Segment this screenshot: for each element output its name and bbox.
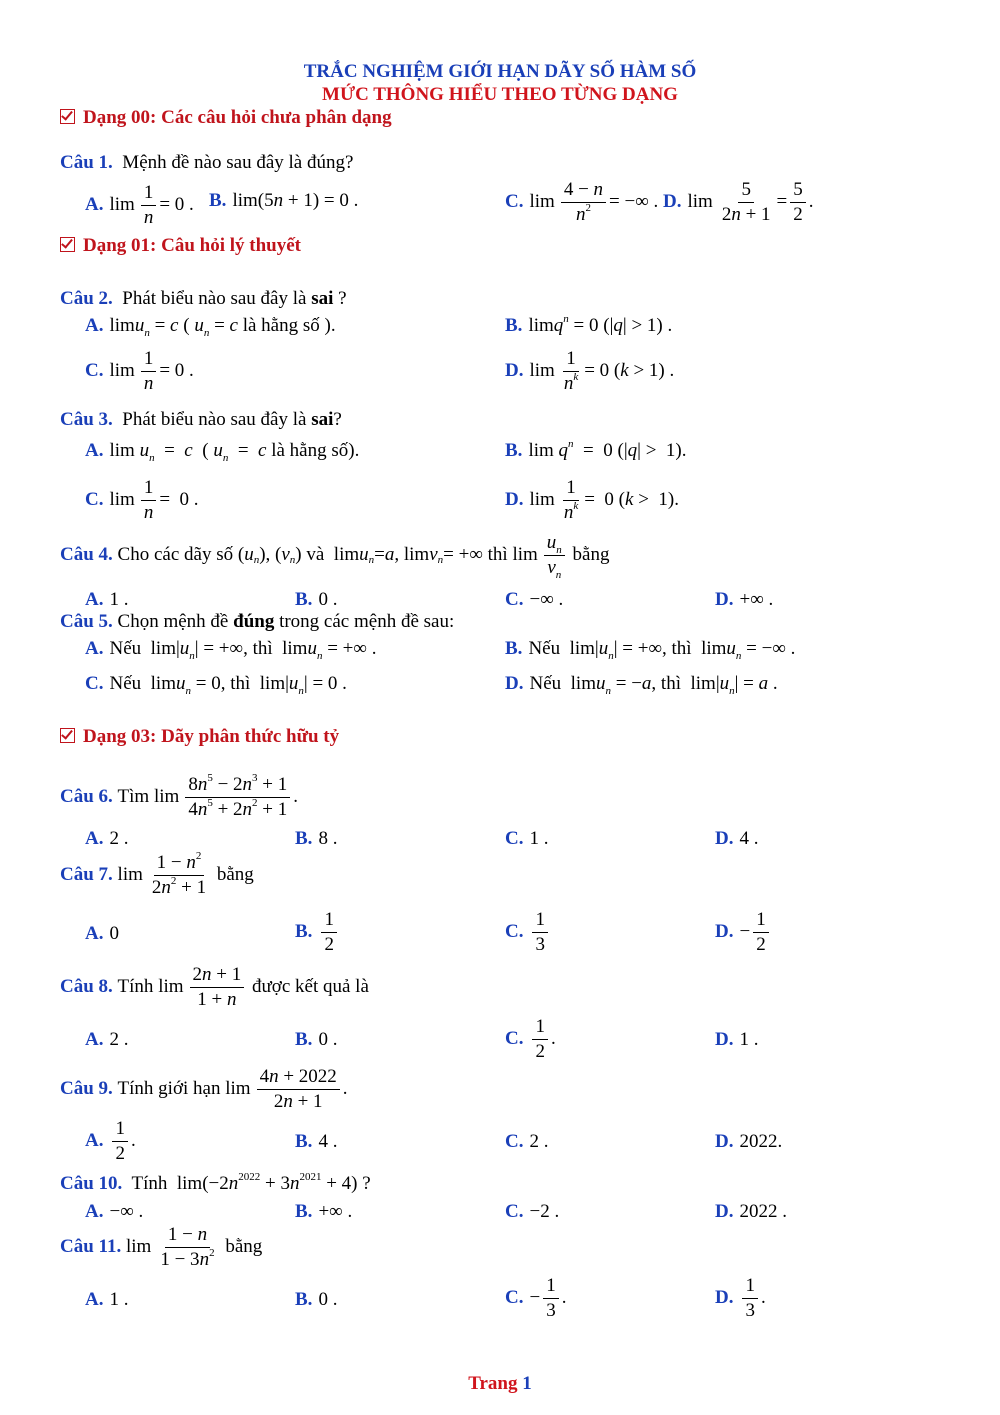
q7-option-a: A. 0: [85, 923, 119, 944]
q3-option-c: C. lim $\frac{1}{n}$ = 0 .: [85, 477, 199, 523]
q2-option-b: B. limq$^n$ = 0 (|q| > 1) .: [505, 313, 673, 336]
question-2: Câu 2. Phát biểu nào sau đây là sai ?: [60, 288, 347, 309]
q9-option-b: B. 4 .: [295, 1131, 338, 1152]
q10-option-b: B. +∞ .: [295, 1201, 353, 1222]
checkbox-icon: [60, 109, 75, 124]
q11-option-a: A. 1 .: [85, 1289, 129, 1310]
q6-option-b: B. 8 .: [295, 828, 338, 849]
q7-option-b: B. $\frac{1}{2}$: [295, 910, 340, 955]
q6-option-d: D. 4 .: [715, 828, 759, 849]
q8-option-a: A. 2 .: [85, 1029, 129, 1050]
q8-option-c: C. $\frac{1}{2}$ .: [505, 1016, 556, 1062]
q4-option-b: B. 0 .: [295, 589, 338, 610]
doc-title: TRẮC NGHIỆM GIỚI HẠN DÃY SỐ HÀM SỐ: [303, 61, 697, 82]
question-6: Câu 6. Tìm lim $\frac{8n^5 - 2n^3 + 1}{4n^5 + 2n^2 + 1}$ .: [60, 772, 298, 820]
q9-option-a: A. $\frac{1}{2}$ .: [85, 1118, 136, 1164]
question-4: Câu 4. Cho các dãy số ( u n ), ( v n ) và lim u n = a , lim v n = +∞ thì lim $\frac{u_n}{v_n}$ bằng: [60, 532, 610, 581]
question-5: Câu 5. Chọn mệnh đề đúng trong các mệnh đề sau:: [60, 611, 455, 632]
q1-option-b: B. lim(5n + 1) = 0 .: [209, 190, 359, 211]
q7-option-d: D. − $\frac{1}{2}$: [715, 910, 772, 955]
question-11: Câu 11. lim $\frac{1 - n}{1 - 3n^2}$ bằng: [60, 1224, 263, 1270]
q11-option-d: D. $\frac{1}{3}$ .: [715, 1275, 766, 1321]
q5-option-a: A. Nếu $\lim|u_n|$ = +∞, thì limu$_n$ = +∞ .: [85, 638, 377, 662]
page-number: 1: [522, 1373, 532, 1394]
checkbox-icon: [60, 237, 75, 252]
section-heading: Dạng 01: Câu hỏi lý thuyết: [60, 235, 301, 257]
section-heading: Dạng 03: Dãy phân thức hữu tỷ: [60, 726, 339, 748]
q7-option-c: C. $\frac{1}{3}$: [505, 910, 551, 955]
q10-option-c: C. −2 .: [505, 1201, 560, 1222]
q1-option-d: D. lim $\frac{5}{2n + 1}$ = $\frac{5}{2}$ .: [663, 179, 814, 225]
q8-option-d: D. 1 .: [715, 1029, 759, 1050]
checkbox-icon: [60, 728, 75, 743]
q5-option-b: B. Nếu $\lim|u_n|$ = +∞, thì limu$_n$ = −∞ .: [505, 638, 796, 662]
q8-option-b: B. 0 .: [295, 1029, 338, 1050]
question-7: Câu 7. lim $\frac{1 - n^2}{2n^2 + 1}$ bằng: [60, 850, 254, 898]
question-8: Câu 8. Tính lim $\frac{2n + 1}{1 + n}$ được kết quả là: [60, 964, 369, 1010]
q11-option-b: B. 0 .: [295, 1289, 338, 1310]
q1-option-a: A. lim $\frac{1}{n}$ = 0 .: [85, 182, 194, 228]
q5-option-c: C. Nếu limu$_n$ = 0, thì $\lim|u_n| = 0$ .: [85, 673, 347, 697]
q6-option-a: A. 2 .: [85, 828, 129, 849]
q3-option-b: B. $\lim q^n = 0$ (|q| > 1).: [505, 438, 687, 461]
q4-option-c: C. −∞ .: [505, 589, 564, 610]
q6-option-c: C. 1 .: [505, 828, 549, 849]
q1-option-c: C. lim $\frac{4 - n}{n^2}$ = −∞ .: [505, 179, 659, 225]
question-1: Câu 1. Mệnh đề nào sau đây là đúng?: [60, 152, 354, 173]
doc-subtitle: MỨC THÔNG HIỂU THEO TỪNG DẠNG: [322, 84, 678, 105]
q5-option-d: D. Nếu limu$_n$ = −a, thì $\lim|u_n| = a$ .: [505, 673, 778, 697]
question-10: Câu 10. Tính $\lim(-2n^{2022} + 3n^{2021} + 4)$ ?: [60, 1171, 371, 1194]
q3-option-d: D. lim $\frac{1}{n^k}$ = 0 (k > 1).: [505, 477, 679, 523]
q3-option-a: A. $\lim u_n = c$ ( $u_n = c$ là hằng số).: [85, 440, 360, 464]
q9-option-d: D. 2022.: [715, 1131, 783, 1152]
q10-option-a: A. −∞ .: [85, 1201, 144, 1222]
page-footer: Trang 1: [468, 1373, 532, 1394]
q4-option-a: A. 1 .: [85, 589, 129, 610]
q2-option-a: A. limu$_n$ = c ( $u_n = c$ là hằng số ).: [85, 315, 336, 339]
q10-option-d: D. 2022 .: [715, 1201, 787, 1222]
question-3: Câu 3. Phát biểu nào sau đây là sai?: [60, 409, 342, 430]
q4-option-d: D. +∞ .: [715, 589, 774, 610]
q2-option-c: C. lim $\frac{1}{n}$ = 0 .: [85, 348, 194, 394]
section-heading: Dạng 00: Các câu hỏi chưa phân dạng: [60, 107, 392, 129]
q11-option-c: C. − $\frac{1}{3}$ .: [505, 1275, 567, 1321]
q9-option-c: C. 2 .: [505, 1131, 549, 1152]
q2-option-d: D. lim $\frac{1}{n^k}$ = 0 (k > 1) .: [505, 348, 675, 394]
question-9: Câu 9. Tính giới hạn lim $\frac{4n + 2022}{2n + 1}$ .: [60, 1066, 348, 1112]
